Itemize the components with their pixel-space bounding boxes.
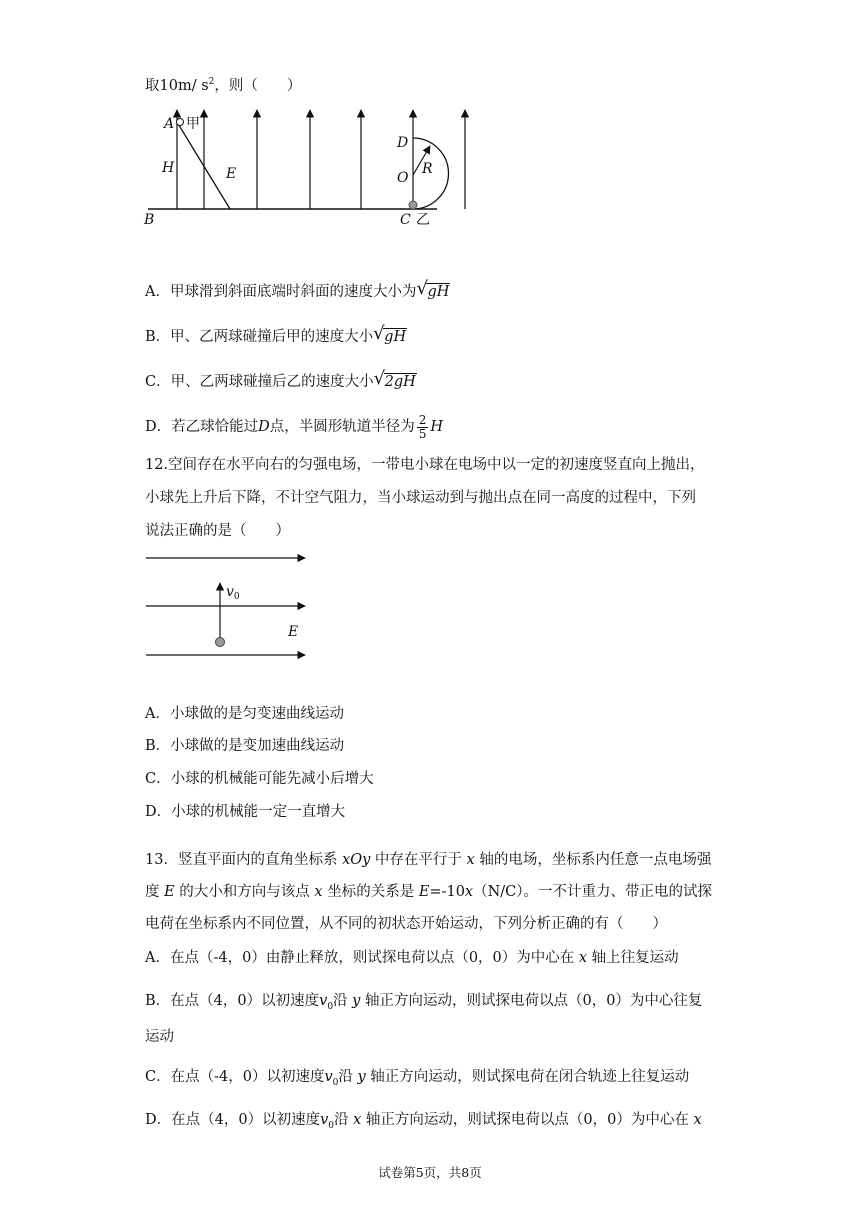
label-E-field: E (288, 624, 299, 640)
q11-intro (145, 72, 301, 96)
label-yi: 乙 (416, 212, 430, 225)
sqrt-2gH-c: √ 2gH (373, 368, 416, 390)
q13-option-c: C．在点（-4，0）以初速度$v_0$沿 y 轴正方向运动，则试探电荷在闭合轨迹上往复运动 (145, 1069, 690, 1088)
q13-stem-1: 13．竖直平面内的直角坐标系 xOy 中存在平行于 x 轴的电场，坐标系内任意一点电场强 (145, 852, 712, 868)
label-O: O (397, 170, 409, 186)
label-C: C (400, 212, 411, 225)
charged-ball (216, 638, 225, 647)
q12-stem-1: 12.空间存在水平向右的匀强电场，一带电小球在电场中以一定的初速度竖直向上抛出， (145, 457, 705, 473)
q11-intro-sup: 2 (208, 77, 215, 87)
q11-option-d (145, 412, 443, 442)
q11-option-c-text: C．甲、乙两球碰撞后乙的速度大小 (145, 374, 374, 390)
q12-figure (140, 550, 315, 665)
fraction-2-5: $\frac{2}{5}$ (418, 412, 427, 441)
q11-figure (140, 100, 480, 225)
label-D: D (397, 135, 409, 151)
label-H: H (162, 160, 175, 176)
label-v0: $v_0$ (226, 584, 240, 602)
label-B: B (144, 212, 155, 225)
q11-option-a (145, 278, 450, 302)
q13-stem-2: 度 E 的大小和方向与该点 x 坐标的关系是 E=-10x（N/C）。一不计重力、带正电的试探 (145, 884, 713, 900)
label-jia: 甲 (186, 116, 200, 132)
q13-option-a: A．在点（-4，0）由静止释放，则试探电荷以点（0，0）为中心在 x 轴上往复运动 (145, 950, 679, 966)
page-footer: 试卷第5页，共8页 (378, 1165, 482, 1180)
q12-option-d: D．小球的机械能一定一直增大 (145, 804, 346, 820)
sqrt-gH-b: √ gH (373, 323, 407, 345)
label-E: E (226, 166, 237, 182)
q13-option-b: B．在点（4，0）以初速度$v_0$沿 y 轴正方向运动，则试探电荷以点（0，0）为中心往复 (145, 993, 703, 1012)
q11-option-d-point: D (258, 419, 270, 435)
q11-intro-tail: ，则（ ） (214, 77, 302, 94)
label-A: A (164, 116, 175, 132)
q11-option-a-text: A．甲球滑到斜面底端时斜面的速度大小为 (145, 284, 417, 300)
q13-option-d: D．在点（4，0）以初速度$v_0$沿 x 轴正方向运动，则试探电荷以点（0，0）为中心在 x (145, 1112, 702, 1131)
q11-option-d-post: 点，半圆形轨道半径为 (269, 419, 415, 435)
ball-yi (409, 201, 417, 209)
label-R: R (422, 161, 433, 177)
q11-option-d-var: H (430, 419, 444, 435)
q11-option-d-pre: D．若乙球恰能过 (145, 419, 259, 435)
q13-option-b-cont: 运动 (145, 1029, 174, 1045)
q12-stem-2: 小球先上升后下降，不计空气阻力，当小球运动到与抛出点在同一高度的过程中，下列 (145, 490, 696, 506)
q11-intro-text: 取10m/ s (145, 77, 209, 94)
sqrt-gH-a: √ gH (416, 278, 450, 300)
q11-option-b-text: B．甲、乙两球碰撞后甲的速度大小 (145, 329, 374, 345)
q13-stem-3: 电荷在坐标系内不同位置，从不同的初状态开始运动，下列分析正确的有（ ） (145, 916, 667, 932)
q12-option-a: A．小球做的是匀变速曲线运动 (145, 706, 344, 722)
q11-option-c (145, 368, 417, 392)
ball-jia (177, 119, 184, 126)
q11-option-b (145, 323, 407, 347)
q12-stem-3: 说法正确的是（ ） (145, 523, 290, 539)
q12-option-c: C．小球的机械能可能先减小后增大 (145, 771, 374, 787)
q12-option-b: B．小球做的是变加速曲线运动 (145, 738, 345, 754)
